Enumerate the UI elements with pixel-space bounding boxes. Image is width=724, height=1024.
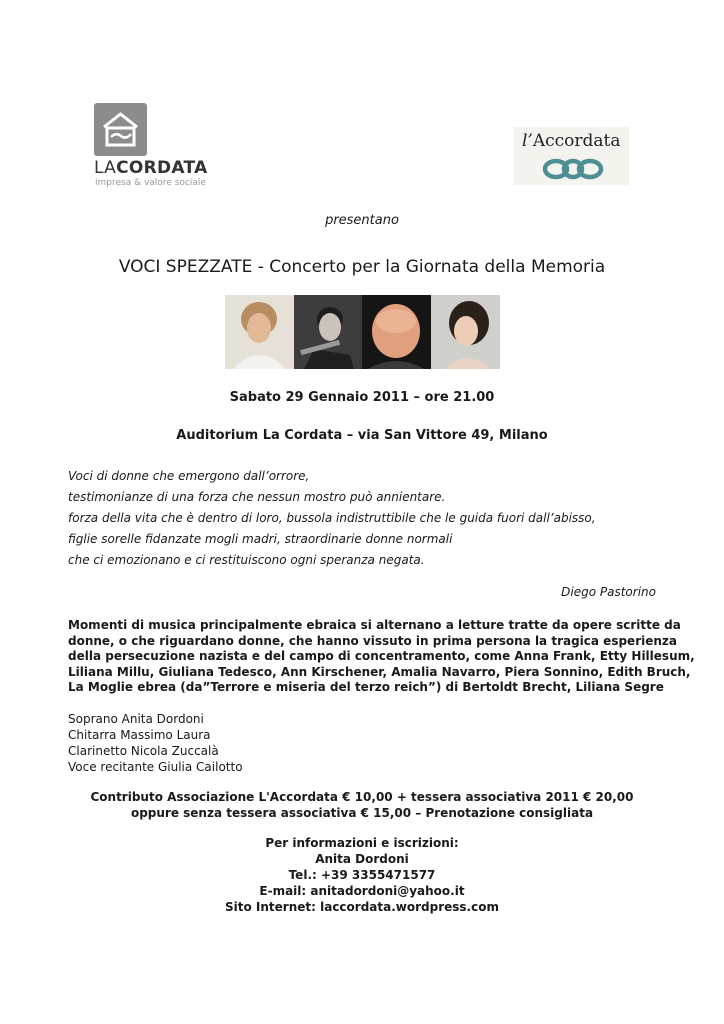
description-line: La Moglie ebrea (da”Terrore e miseria del terzo reich”) di Bertoldt Brecht, Liliana Segre <box>68 680 664 695</box>
contact-phone: Tel.: +39 3355471577 <box>288 868 436 882</box>
performer-item: Soprano Anita Dordoni <box>68 712 204 726</box>
performers-photo-strip <box>225 295 499 369</box>
event-title: VOCI SPEZZATE - Concerto per la Giornata della Memoria <box>118 257 606 277</box>
contribution-line: oppure senza tessera associativa € 15,00 – Prenotazione consigliata <box>130 806 594 820</box>
lacordata-hands-icon <box>94 103 147 156</box>
performers-list <box>68 711 243 775</box>
poem-line: figlie sorelle fidanzate mogli madri, straordinarie donne normali <box>68 532 453 546</box>
event-venue: Auditorium La Cordata – via San Vittore 49, Milano <box>176 428 548 443</box>
contribution-info <box>0 789 724 821</box>
event-date: Sabato 29 Gennaio 2011 – ore 21.00 <box>229 390 495 405</box>
event-description <box>68 618 695 696</box>
description-line: donne, o che riguardano donne, che hanno vissuto in prima persona la tragica esperienza <box>68 633 677 648</box>
photo-guitarist <box>294 295 363 369</box>
contact-info <box>0 835 724 915</box>
poem-line: Voci di donne che emergono dall’orrore, <box>68 469 310 483</box>
laccordata-wordmark: l’Accordata <box>522 131 621 151</box>
contribution-line: Contributo Associazione L'Accordata € 10,00 + tessera associativa 2011 € 20,00 <box>90 790 634 804</box>
poem <box>68 466 596 571</box>
contact-name: Anita Dordoni <box>315 852 409 866</box>
description-line: della persecuzione nazista e del campo di concentramento, come Anna Frank, Etty Hillesum, <box>68 649 695 664</box>
contact-heading: Per informazioni e iscrizioni: <box>265 836 459 850</box>
lacordata-tagline: impresa & valore sociale <box>95 178 206 188</box>
photo-clarinetist <box>362 295 431 369</box>
contact-email: E-mail: anitadordoni@yahoo.it <box>259 884 465 898</box>
presentano-text: presentano <box>325 213 399 228</box>
poem-line: forza della vita che è dentro di loro, bussola indistruttibile che le guida fuori dall’abisso, <box>68 511 596 525</box>
laccordata-logo <box>514 127 629 185</box>
description-line: Liliana Millu, Giuliana Tedesco, Ann Kirschener, Amalia Navarro, Piera Sonnino, Edith Bruch, <box>68 664 691 679</box>
lacordata-logo <box>94 103 244 193</box>
laccordata-rings-icon <box>542 157 604 181</box>
photo-soprano <box>225 295 294 369</box>
poem-line: che ci emozionano e ci restituiscono ogni speranza negata. <box>68 553 425 567</box>
contact-website: Sito Internet: laccordata.wordpress.com <box>225 900 499 914</box>
performer-item: Voce recitante Giulia Cailotto <box>68 760 243 774</box>
poem-line: testimonianze di una forza che nessun mostro può annientare. <box>68 490 446 504</box>
performer-item: Chitarra Massimo Laura <box>68 728 211 742</box>
description-line: Momenti di musica principalmente ebraica si alternano a letture tratte da opere scritte da <box>68 618 681 632</box>
poem-author: Diego Pastorino <box>561 585 656 599</box>
performer-item: Clarinetto Nicola Zuccalà <box>68 744 219 758</box>
photo-narrator <box>431 295 500 369</box>
lacordata-wordmark: LACORDATA <box>94 158 208 178</box>
